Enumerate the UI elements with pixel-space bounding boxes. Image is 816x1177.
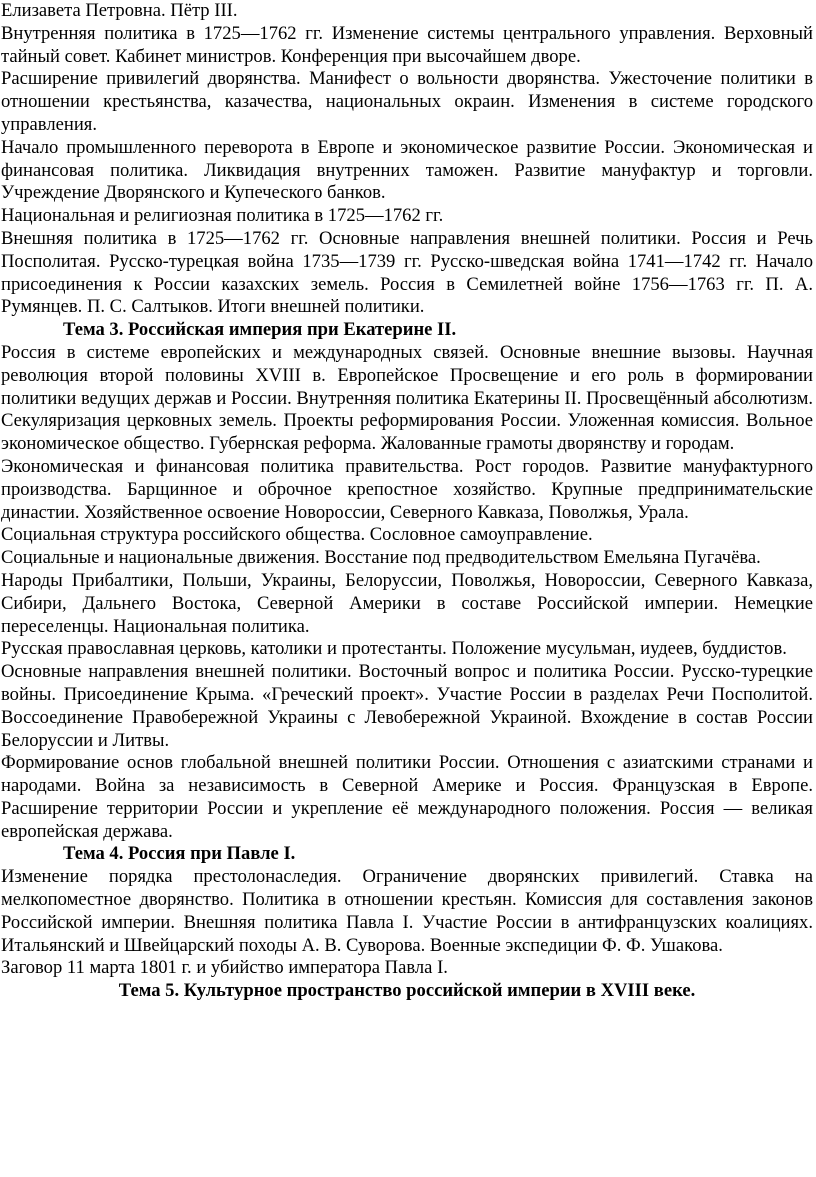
paragraph: Социальная структура российского общества. Сословное самоуправление. — [1, 524, 593, 546]
paragraph: Изменение порядка престолонаследия. Ограничение дворянских привилегий. Ставка на мелкопоместное дворянство. Политика в отношении крестьян. Комиссия для составления законов Российской империи. Внешняя политика Павла I. Участие России в антифранцузских коалициях. Итальянский и Швейцарский походы А. В. Суворова. Военные экспедиции Ф. Ф. Ушакова. — [1, 866, 813, 956]
paragraph: Россия в системе европейских и международных связей. Основные внешние вызовы. Научная революция второй половины XVIII в. Европейское Просвещение и его роль в формировании политики ведущих держав и России. Внутренняя политика Екатерины II. Просвещённый абсолютизм. Секуляризация церковных земель. Проекты реформирования России. Уложенная комиссия. Вольное экономическое общество. Губернская реформа. Жалованные грамоты дворянству и городам. — [1, 341, 813, 455]
paragraph: Народы Прибалтики, Польши, Украины, Белоруссии, Поволжья, Новороссии, Северного Кавказа, Сибири, Дальнего Востока, Северной Америки в составе Российской империи. Немецкие переселенцы. Национальная политика. — [1, 569, 813, 637]
paragraph: Национальная и религиозная политика в 1725—1762 гг. — [1, 205, 444, 227]
paragraph: Внешняя политика в 1725—1762 гг. Основные направления внешней политики. Россия и Речь Посполитая. Русско-турецкая война 1735—1739 гг. Русско-шведская война 1741—1742 гг. Начало присоединения к России казахских земель. Россия в Семилетней войне 1756—1763 гг. П. А. Румянцев. П. С. Салтыков. Итоги внешней политики. — [1, 227, 813, 318]
paragraph: Расширение привилегий дворянства. Манифест о вольности дворянства. Ужесточение политики в отношении крестьянства, казачества, национальных окраин. Изменения в системе городского управления. — [1, 68, 813, 135]
paragraph: Елизавета Петровна. Пётр III. — [1, 0, 238, 21]
paragraph: Заговор 11 марта 1801 г. и убийство императора Павла I. — [1, 957, 448, 979]
paragraph: Социальные и национальные движения. Восстание под предводительством Емельяна Пугачёва. — [1, 547, 761, 569]
section-heading-topic-5: Тема 5. Культурное пространство российской империи в XVIII веке. — [118, 980, 696, 1002]
paragraph: Внутренняя политика в 1725—1762 гг. Изменение системы центрального управления. Верховный тайный совет. Кабинет министров. Конференция при высочайшем дворе. — [1, 22, 813, 67]
paragraph: Начало промышленного переворота в Европе и экономическое развитие России. Экономическая и финансовая политика. Ликвидация внутренних таможен. Развитие мануфактур и торговли. Учреждение Дворянского и Купеческого банков. — [1, 136, 813, 204]
section-heading-topic-3: Тема 3. Российская империя при Екатерине II. — [63, 319, 457, 341]
paragraph: Русская православная церковь, католики и протестанты. Положение мусульман, иудеев, буддистов. — [1, 638, 787, 660]
paragraph: Формирование основ глобальной внешней политики России. Отношения с азиатскими странами и народами. Война за независимость в Северной Америке и Россия. Французская в Европе. Расширение территории России и укрепление её международного положения. Россия — великая европейская держава. — [1, 752, 813, 842]
paragraph: Экономическая и финансовая политика правительства. Рост городов. Развитие мануфактурного производства. Барщинное и оброчное крепостное хозяйство. Крупные предпринимательские династии. Хозяйственное освоение Новороссии, Северного Кавказа, Поволжья, Урала. — [1, 455, 813, 523]
paragraph: Основные направления внешней политики. Восточный вопрос и политика России. Русско-турецкие войны. Присоединение Крыма. «Греческий проект». Участие России в разделах Речи Посполитой. Воссоединение Правобережной Украины с Левобережной Украиной. Вхождение в состав России Белоруссии и Литвы. — [1, 661, 813, 751]
section-heading-topic-4: Тема 4. Россия при Павле I. — [63, 843, 296, 865]
